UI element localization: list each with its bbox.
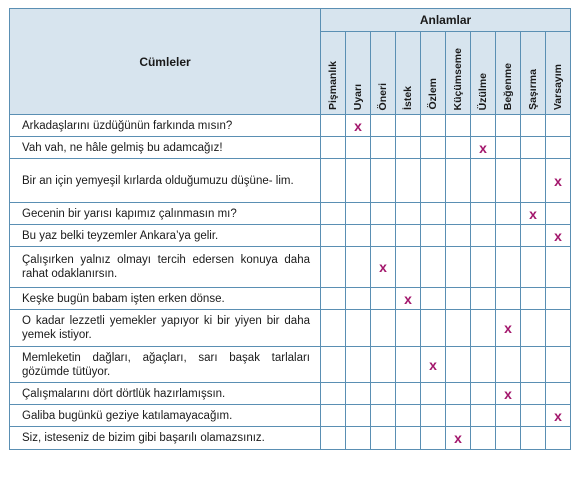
answer-cell[interactable] (446, 159, 471, 203)
answer-cell[interactable] (471, 115, 496, 137)
answer-cell[interactable] (421, 405, 446, 427)
answer-cell[interactable] (546, 405, 571, 427)
answer-cell[interactable] (446, 137, 471, 159)
table-row (10, 225, 571, 247)
answer-cell[interactable] (421, 159, 446, 203)
table-row (10, 347, 571, 383)
answer-cell[interactable] (496, 203, 521, 225)
table-row (10, 310, 571, 347)
table-row (10, 427, 571, 450)
table-row (10, 159, 571, 203)
answer-cell[interactable] (396, 247, 421, 288)
answer-cell[interactable] (446, 288, 471, 310)
answer-cell[interactable] (396, 203, 421, 225)
category-label: Pişmanlık (327, 60, 339, 110)
answer-cell[interactable] (421, 137, 446, 159)
answer-cell[interactable] (546, 115, 571, 137)
answer-cell[interactable] (346, 347, 371, 383)
answer-cell[interactable] (546, 137, 571, 159)
answer-cell[interactable] (521, 225, 546, 247)
category-header (546, 32, 571, 115)
sentence-cell: Çalışırken yalnız olmayı tercih edersen konuya daha rahat odaklanırsın. (10, 247, 321, 288)
sentence-cell: Bu yaz belki teyzemler Ankara’ya gelir. (10, 225, 321, 247)
answer-cell[interactable] (496, 347, 521, 383)
answer-cell[interactable] (546, 288, 571, 310)
answer-mark: x (554, 407, 562, 424)
answer-cell[interactable] (321, 288, 346, 310)
answer-cell[interactable] (521, 310, 546, 347)
answer-cell[interactable] (521, 347, 546, 383)
answer-cell[interactable] (446, 247, 471, 288)
answer-mark: x (504, 320, 512, 336)
answer-cell[interactable] (371, 203, 396, 225)
sentence-cell: Arkadaşlarını üzdüğünün farkında mısın? (10, 115, 321, 137)
answer-cell[interactable] (346, 310, 371, 347)
answer-cell[interactable] (396, 159, 421, 203)
table-row (10, 115, 571, 137)
answer-cell[interactable] (396, 225, 421, 247)
answer-cell[interactable] (446, 427, 471, 450)
answer-cell[interactable] (371, 247, 396, 288)
answer-cell[interactable] (371, 225, 396, 247)
answer-cell[interactable] (471, 405, 496, 427)
answer-cell[interactable] (346, 247, 371, 288)
answer-cell[interactable] (371, 288, 396, 310)
answer-cell[interactable] (371, 405, 396, 427)
answer-cell[interactable] (546, 427, 571, 450)
answer-cell[interactable] (546, 310, 571, 347)
answer-mark: x (554, 172, 562, 189)
sentence-cell: Siz, isteseniz de bizim gibi başarılı olamazsınız. (10, 427, 321, 450)
answer-cell[interactable] (471, 427, 496, 450)
answer-cell[interactable] (496, 159, 521, 203)
category-label: Uyarı (352, 83, 364, 110)
answer-cell[interactable] (421, 427, 446, 450)
answer-cell[interactable] (496, 288, 521, 310)
category-header (321, 32, 346, 115)
answer-cell[interactable] (446, 225, 471, 247)
answer-cell[interactable] (421, 225, 446, 247)
answer-cell[interactable] (471, 383, 496, 405)
answer-cell[interactable] (521, 405, 546, 427)
answer-cell[interactable] (496, 405, 521, 427)
answer-cell[interactable] (546, 203, 571, 225)
answer-cell[interactable] (421, 310, 446, 347)
answer-cell[interactable] (421, 115, 446, 137)
answer-cell[interactable] (521, 288, 546, 310)
table-row (10, 383, 571, 405)
table-row (10, 137, 571, 159)
sentence-cell: Keşke bugün babam işten erken dönse. (10, 288, 321, 310)
answer-cell[interactable] (496, 137, 521, 159)
sentence-cell: Bir an için yemyeşil kırlarda olduğumuzu düşüne- lim. (10, 159, 321, 203)
answer-cell[interactable] (496, 427, 521, 450)
answer-cell[interactable] (471, 137, 496, 159)
answer-cell[interactable] (521, 383, 546, 405)
answer-cell[interactable] (521, 137, 546, 159)
table-row (10, 203, 571, 225)
answer-cell[interactable] (371, 427, 396, 450)
answer-cell[interactable] (346, 115, 371, 137)
answer-cell[interactable] (421, 203, 446, 225)
answer-cell[interactable] (396, 427, 421, 450)
meanings-group-header: Anlamlar (321, 9, 571, 32)
answer-cell[interactable] (346, 137, 371, 159)
answer-mark: x (404, 290, 412, 307)
category-header (496, 32, 521, 115)
answer-cell[interactable] (396, 137, 421, 159)
answer-cell[interactable] (321, 225, 346, 247)
answer-cell[interactable] (471, 288, 496, 310)
answer-cell[interactable] (321, 247, 346, 288)
answer-cell[interactable] (471, 247, 496, 288)
answer-mark: x (354, 117, 362, 134)
answer-cell[interactable] (546, 159, 571, 203)
answer-mark: x (379, 259, 387, 275)
answer-cell[interactable] (446, 383, 471, 405)
answer-cell[interactable] (521, 427, 546, 450)
answer-cell[interactable] (396, 405, 421, 427)
answer-cell[interactable] (496, 247, 521, 288)
answer-cell[interactable] (471, 203, 496, 225)
answer-cell[interactable] (346, 383, 371, 405)
answer-cell[interactable] (521, 159, 546, 203)
sentence-cell: Gecenin bir yarısı kapımız çalınmasın mı? (10, 203, 321, 225)
answer-cell[interactable] (321, 115, 346, 137)
answer-cell[interactable] (346, 405, 371, 427)
category-label: Küçümseme (452, 47, 464, 110)
answer-cell[interactable] (321, 203, 346, 225)
sentence-cell: Memleketin dağları, ağaçları, sarı başak tarlaları gözümde tütüyor. (10, 347, 321, 383)
answer-cell[interactable] (371, 137, 396, 159)
answer-cell[interactable] (471, 347, 496, 383)
answer-cell[interactable] (521, 247, 546, 288)
answer-cell[interactable] (446, 347, 471, 383)
answer-cell[interactable] (546, 225, 571, 247)
answer-cell[interactable] (371, 159, 396, 203)
category-header (521, 32, 546, 115)
answer-cell[interactable] (421, 347, 446, 383)
category-label: Üzülme (477, 72, 489, 110)
table-row (10, 247, 571, 288)
answer-cell[interactable] (546, 347, 571, 383)
answer-cell[interactable] (346, 203, 371, 225)
answer-cell[interactable] (321, 347, 346, 383)
category-label: Varsayım (552, 63, 564, 110)
answer-mark: x (554, 227, 562, 244)
category-header (421, 32, 446, 115)
answer-cell[interactable] (496, 310, 521, 347)
answer-cell[interactable] (321, 310, 346, 347)
category-label: İstek (402, 86, 414, 110)
answer-cell[interactable] (321, 427, 346, 450)
answer-cell[interactable] (471, 225, 496, 247)
answer-cell[interactable] (321, 405, 346, 427)
category-label: Öneri (377, 82, 389, 110)
answer-cell[interactable] (546, 383, 571, 405)
answer-cell[interactable] (346, 288, 371, 310)
answer-cell[interactable] (346, 225, 371, 247)
answer-cell[interactable] (371, 115, 396, 137)
answer-cell[interactable] (371, 347, 396, 383)
category-header (471, 32, 496, 115)
answer-mark: x (504, 385, 512, 402)
answer-cell[interactable] (471, 310, 496, 347)
answer-cell[interactable] (446, 203, 471, 225)
answer-cell[interactable] (396, 288, 421, 310)
answer-cell[interactable] (521, 115, 546, 137)
sentences-header: Cümleler (10, 9, 321, 115)
answer-cell[interactable] (371, 383, 396, 405)
answer-cell[interactable] (521, 203, 546, 225)
table-row (10, 288, 571, 310)
category-header (396, 32, 421, 115)
answer-cell[interactable] (496, 225, 521, 247)
answer-cell[interactable] (321, 159, 346, 203)
answer-cell[interactable] (321, 383, 346, 405)
table-row (10, 405, 571, 427)
answer-mark: x (529, 205, 537, 222)
answer-cell[interactable] (446, 115, 471, 137)
category-header (346, 32, 371, 115)
answer-cell[interactable] (396, 115, 421, 137)
answer-cell[interactable] (471, 159, 496, 203)
answer-cell[interactable] (446, 405, 471, 427)
answer-cell[interactable] (421, 247, 446, 288)
answer-cell[interactable] (321, 137, 346, 159)
answer-cell[interactable] (496, 115, 521, 137)
answer-cell[interactable] (421, 288, 446, 310)
answer-cell[interactable] (396, 383, 421, 405)
answer-mark: x (429, 356, 437, 373)
category-label: Beğenme (502, 62, 514, 110)
sentence-cell: Galiba bugünkü geziye katılamayacağım. (10, 405, 321, 427)
sentence-cell: O kadar lezzetli yemekler yapıyor ki bir yiyen bir daha yemek istiyor. (10, 310, 321, 347)
category-header (371, 32, 396, 115)
answer-cell[interactable] (346, 427, 371, 450)
sentence-cell: Çalışmalarını dört dörtlük hazırlamışsın. (10, 383, 321, 405)
answer-cell[interactable] (446, 310, 471, 347)
answer-cell[interactable] (396, 310, 421, 347)
answer-cell[interactable] (371, 310, 396, 347)
category-label: Şaşırma (527, 69, 539, 110)
answer-cell[interactable] (546, 247, 571, 288)
answer-mark: x (479, 139, 487, 156)
category-header (446, 32, 471, 115)
answer-mark: x (454, 430, 462, 446)
answer-cell[interactable] (346, 159, 371, 203)
category-label: Özlem (427, 78, 439, 110)
answer-cell[interactable] (421, 383, 446, 405)
answer-cell[interactable] (496, 383, 521, 405)
sentence-cell: Vah vah, ne hâle gelmiş bu adamcağız! (10, 137, 321, 159)
answer-cell[interactable] (396, 347, 421, 383)
meaning-table (9, 8, 571, 450)
